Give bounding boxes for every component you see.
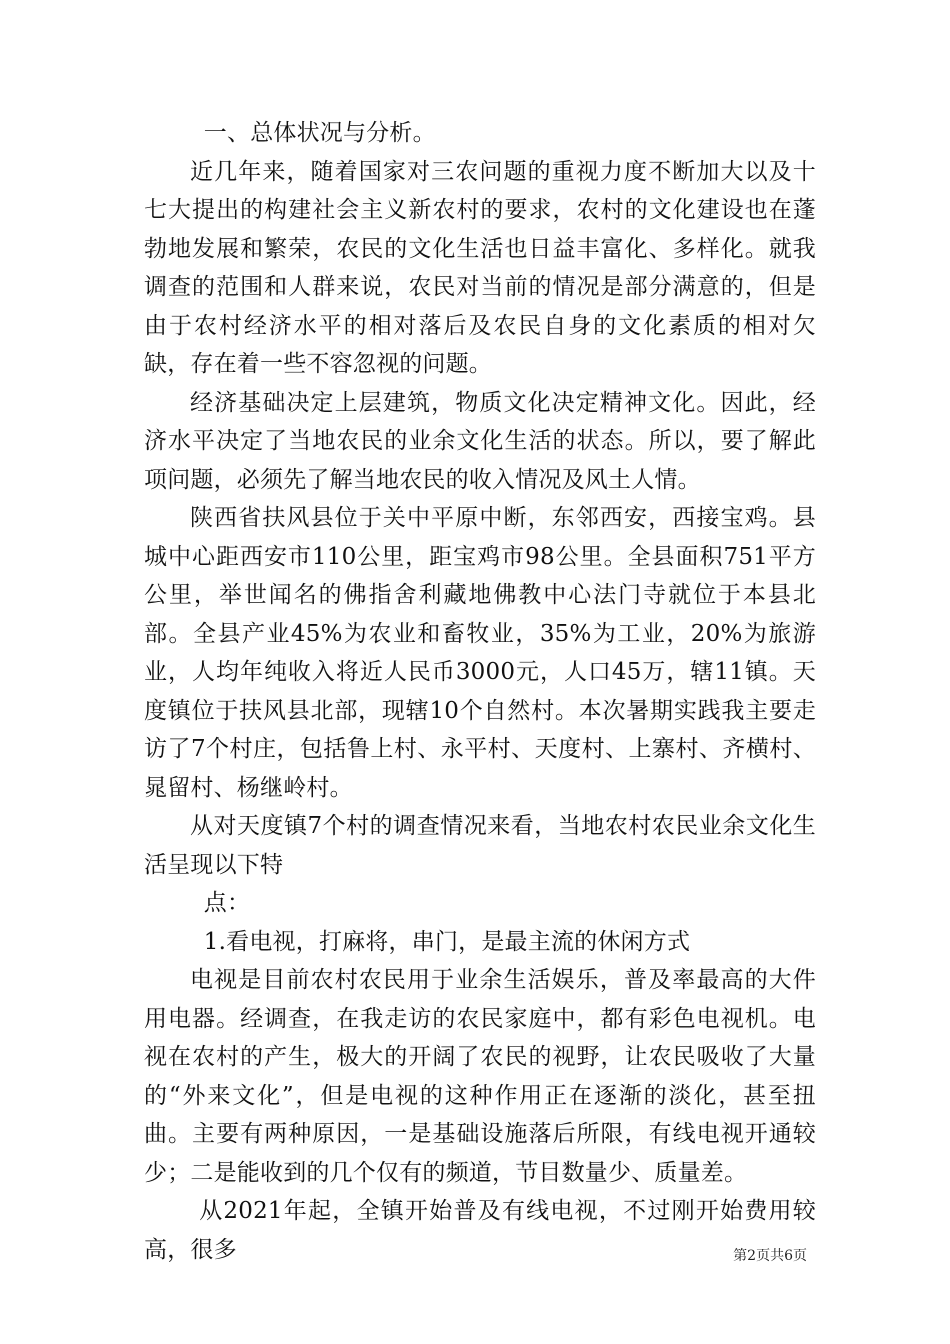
paragraph-television: 电视是目前农村农民用于业余生活娱乐，普及率最高的大件用电器。经调查，在我走访的农民家庭中，都有彩色电视机。电视在农村的产生，极大的开阔了农民的视野，让农民吸收了大量的“外来文化”，但是电视的这种作用正在逐渐的淡化，甚至扭曲。主要有两种原因，一是基础设施落后所限，有线电视开通较少；二是能收到的几个仅有的频道，节目数量少、质量差。 (144, 967, 816, 1186)
paragraph-cable-tv: 从2021年起，全镇开始普及有线电视，不过刚开始费用较高，很多 (144, 1198, 816, 1263)
paragraph-economy: 经济基础决定上层建筑，物质文化决定精神文化。因此，经济水平决定了当地农民的业余文化生活的状态。所以，要了解此项问题，必须先了解当地农民的收入情况及风土人情。 (144, 389, 816, 493)
page-number: 第2页共6页 (733, 1248, 807, 1264)
paragraph-county-profile: 陕西省扶风县位于关中平原中断，东邻西安，西接宝鸡。县城中心距西安市110公里，距宝鸡市98公里。全县面积751平方公里，举世闻名的佛指舍利藏地佛教中心法门寺就位于本县北部。全县产业45%为农业和畜牧业，35%为工业，20%为旅游业，人均年纯收入将近人民币3000元，人口45万，辖11镇。天度镇位于扶风县北部，现辖10个自然村。本次暑期实践我主要走访了7个村庄，包括鲁上村、永平村、天度村、上寨村、齐横村、晁留村、杨继岭村。 (144, 505, 816, 801)
paragraph-intro: 近几年来，随着国家对三农问题的重视力度不断加大以及十七大提出的构建社会主义新农村的要求，农村的文化建设也在蓬勃地发展和繁荣，农民的文化生活也日益丰富化、多样化。就我调查的范围和人群来说，农民对当前的情况是部分满意的，但是由于农村经济水平的相对落后及农民自身的文化素质的相对欠缺，存在着一些不容忽视的问题。 (144, 158, 816, 377)
list-item-heading-1: 1.看电视，打麻将，串门，是最主流的休闲方式 (203, 928, 691, 955)
document-body (144, 114, 816, 1269)
section-heading: 一、总体状况与分析。 (203, 120, 436, 146)
paragraph-survey-findings: 从对天度镇7个村的调查情况来看，当地农村农民业余文化生活呈现以下特 (144, 813, 816, 878)
paragraph-characteristics-label: 点： (203, 890, 251, 916)
